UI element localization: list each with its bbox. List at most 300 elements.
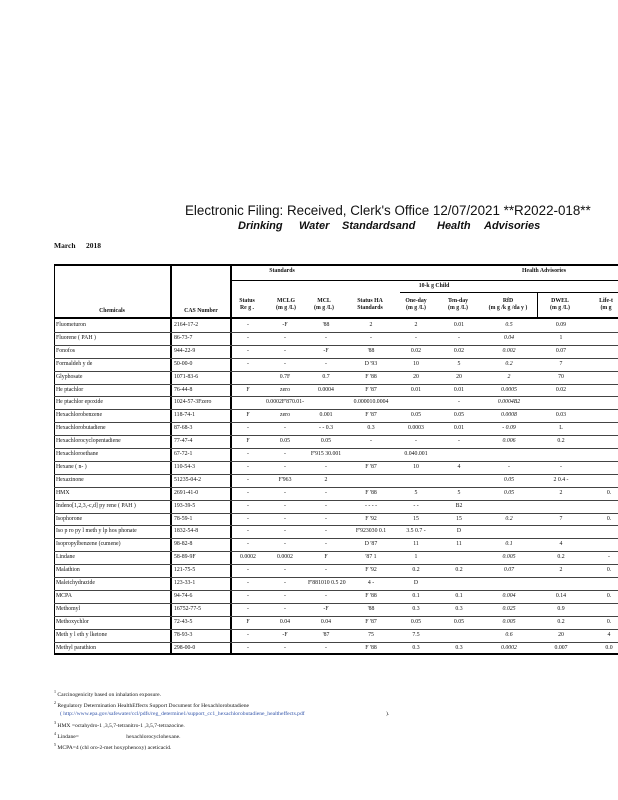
cell-mcl: -	[325, 360, 327, 367]
cell-cas: 110-54-3	[174, 463, 196, 470]
cell-mcl: -	[325, 592, 327, 599]
cell-reg: -	[247, 528, 249, 535]
cell-rfd: 0.05	[503, 489, 515, 496]
cell-one: 0.040.001	[404, 451, 428, 457]
table-bottom-border	[54, 653, 618, 655]
row-rule	[54, 474, 618, 475]
cell-cas: 67-72-1	[174, 451, 193, 457]
cell-ha: F '88	[365, 489, 377, 496]
cell-ten: 11	[456, 541, 462, 548]
cell-one: 0.2	[412, 567, 420, 574]
cell-cas: 72-43-5	[174, 618, 193, 625]
cell-ha: F'923030 0.1	[355, 528, 387, 535]
cell-mclg: -	[284, 463, 286, 470]
cell-rfd: 0.005	[502, 618, 516, 625]
header-mclg: MCLG (m g /L)	[276, 298, 296, 311]
cell-life: 0.	[606, 567, 612, 574]
cell-reg: -	[247, 631, 249, 638]
cell-reg: -	[247, 605, 249, 612]
cell-mcl: F	[324, 554, 328, 561]
cell-ha: '88	[367, 605, 375, 612]
cell-chem: HMX	[56, 489, 70, 496]
header-child: 10-k g Child	[418, 283, 450, 289]
cell-ha: D '93	[364, 360, 378, 367]
cell-dwel: 1	[559, 334, 563, 341]
cell-ten: 0.1	[455, 592, 463, 599]
cell-cas: 123-33-1	[174, 580, 196, 586]
cell-one: 0.0003	[408, 425, 424, 432]
cell-chem: Isophorone	[56, 515, 83, 522]
cell-rfd: 0.07	[503, 567, 515, 574]
cell-rfd: 0.025	[502, 605, 516, 612]
cell-dwel: 20	[558, 631, 564, 638]
header-status-ha: Status HA Standards	[357, 298, 383, 311]
cell-one: 0.02	[410, 347, 422, 354]
cell-mcl: F'881010 0.5 20	[308, 580, 346, 586]
row-rule	[54, 603, 618, 604]
cell-dwel: 0.2	[557, 554, 565, 561]
cell-chem: Isopropylbenzene (cumene)	[56, 541, 121, 548]
cell-reg: -	[247, 334, 249, 341]
cell-one: 0.3	[412, 644, 420, 651]
cell-cas: 1071-83-6	[174, 373, 199, 380]
cell-mcl: -	[325, 463, 327, 470]
cell-mclg: -	[284, 567, 286, 574]
cell-mcl: 0.7	[322, 373, 330, 380]
cell-mcl: -	[325, 515, 327, 522]
cell-rfd: 0.6	[505, 631, 513, 638]
subtitle-word: Standardsand	[342, 220, 416, 232]
cell-one: D	[413, 580, 419, 586]
cell-chem: He ptachlor	[56, 386, 84, 393]
cell-mcl: -	[325, 528, 327, 535]
column-divider	[230, 264, 232, 654]
cell-rfd: 0.2	[505, 515, 513, 522]
cell-chem: Glyphosate	[56, 373, 83, 380]
cell-mcl: 0.04	[320, 618, 332, 625]
footnote: $^5$ MCPA=4 (chl oro-2-met hoxyphenoxy) aceticacid.	[54, 742, 172, 752]
cell-ha: D '87	[364, 541, 378, 548]
cell-ten: 0.2	[455, 567, 463, 574]
cell-cas: 193-39-5	[174, 502, 196, 509]
cell-dwel: 0.14	[555, 592, 567, 599]
row-rule	[54, 564, 618, 565]
cell-chem: Fluometuron	[56, 322, 86, 328]
row-rule	[54, 345, 618, 346]
header-one-day: One-day (m g /L)	[405, 298, 427, 311]
filing-stamp: Electronic Filing: Received, Clerk's Office 12/07/2021 **R2022-018**	[185, 203, 591, 218]
header-health-advisories: Health Advisories	[522, 268, 566, 274]
subtitle-word: Water	[299, 220, 330, 232]
cell-ten: 0.05	[453, 412, 465, 419]
cell-reg: -	[247, 567, 249, 574]
cell-mclg: zero	[280, 412, 290, 419]
cell-one: 0.3	[412, 605, 420, 612]
footnotes	[54, 688, 574, 753]
cell-one: 0.05	[410, 412, 422, 419]
cell-rfd: 0.005	[502, 554, 516, 561]
cell-chem: Methoxychlor	[56, 618, 89, 625]
cell-dwel: 70	[558, 373, 564, 380]
cell-mclg: 0.7F	[279, 373, 291, 380]
cell-ten: D	[456, 528, 462, 535]
cell-cas: 16752-77-5	[174, 605, 202, 612]
cell-mclg: -	[284, 451, 286, 457]
row-rule	[54, 332, 618, 333]
cell-reg: -	[247, 515, 249, 522]
cell-cas: 118-74-1	[174, 412, 196, 419]
cell-dwel: 0.2	[557, 438, 565, 445]
cell-cas: 98-82-8	[174, 541, 193, 548]
column-divider	[170, 264, 172, 654]
row-rule	[54, 422, 618, 423]
cell-one: 7.5	[412, 631, 420, 638]
cell-one: 0.01	[410, 386, 422, 393]
cell-mclg: -	[284, 515, 286, 522]
cell-chem: Methyl parathion	[56, 644, 97, 651]
cell-cas: 78-93-3	[174, 631, 193, 638]
row-rule	[54, 590, 618, 591]
cell-mclg: -	[284, 528, 286, 535]
cell-cas: 58-89-9F	[174, 554, 196, 561]
cell-ha: 4 -	[367, 580, 375, 586]
cell-ten: 0.3	[455, 605, 463, 612]
row-rule	[54, 538, 618, 539]
cell-cas: 944-22-9	[174, 347, 196, 354]
advisory-table	[54, 264, 618, 680]
cell-dwel: 0.07	[555, 347, 567, 354]
table-top-border	[54, 264, 618, 266]
cell-ten: 0.02	[453, 347, 465, 354]
header-mcl: MCL (m g /L)	[314, 298, 334, 311]
cell-ten: 0.3	[455, 644, 463, 651]
cell-ha: F '88	[365, 644, 377, 651]
cell-mclg: -	[284, 334, 286, 341]
cell-reg: -	[247, 489, 249, 496]
cell-rfd: 0.002	[502, 347, 516, 354]
cell-one: 0.05	[410, 618, 422, 625]
cell-chem: Hexachlorocyclopentadiene	[56, 438, 121, 445]
cell-chem: Fonofos	[56, 347, 76, 354]
cell-ha: -	[370, 334, 372, 341]
cell-life: 0.	[606, 618, 612, 625]
row-rule	[54, 616, 618, 617]
subtitle-word: Advisories	[484, 220, 541, 232]
column-divider	[537, 293, 538, 317]
cell-life: 0.	[606, 515, 612, 522]
cell-mclg: -	[284, 360, 286, 367]
header-rfd: RfD (m g /k g /da y )	[488, 298, 528, 311]
cell-reg: -	[247, 425, 249, 432]
cell-dwel: 2	[559, 489, 563, 496]
cell-mcl: F'915 30.001	[310, 451, 342, 457]
cell-one: 10	[413, 463, 419, 470]
cell-mclg: 0.04	[279, 618, 291, 625]
cell-mcl: '87	[322, 631, 330, 638]
cell-one: 3.5 0.7 -	[406, 528, 426, 535]
cell-mcl: -F	[323, 605, 329, 612]
cell-rfd: 0.0004B2	[497, 399, 521, 406]
cell-mcl: -	[325, 567, 327, 574]
cell-mcl: -	[325, 502, 327, 509]
cell-one: -	[415, 334, 417, 341]
row-rule	[54, 577, 618, 578]
cell-mcl: 0.0004	[318, 386, 334, 393]
header-dwel: DWEL (m g /L)	[550, 298, 570, 311]
cell-one: -	[415, 438, 417, 445]
cell-ten: 0.05	[453, 618, 465, 625]
footnote: $^4$ Lindane= hexachlorocyclohexane.	[54, 730, 181, 740]
cell-mcl: -F	[323, 347, 329, 354]
cell-ten: 0.01	[453, 386, 465, 393]
cell-rfd: 0.1	[505, 541, 513, 548]
footnote: $^2$ Regulatory Determination HealthEffects Support Document for Hexachlorobutadiene	[54, 700, 249, 710]
cell-cas: 76-44-8	[174, 386, 193, 393]
cell-reg: F	[246, 618, 250, 625]
cell-dwel: 2 0.4 -	[553, 476, 569, 483]
cell-ten: 20	[456, 373, 462, 380]
cell-cas: 77-47-4	[174, 438, 193, 445]
date-year: 2018	[86, 241, 101, 250]
cell-chem: Indeno[1,2,3,-c,d] py rene ( PAH )	[56, 502, 136, 509]
subtitle-word: Drinking	[238, 220, 283, 232]
cell-one: 2	[414, 322, 418, 328]
row-rule	[54, 500, 618, 501]
header-rule	[400, 292, 618, 293]
cell-rfd: 0.04	[503, 334, 515, 341]
cell-mcl: -	[325, 541, 327, 548]
cell-chem: Fluorene ( PAH )	[56, 334, 96, 341]
cell-dwel: 0.03	[555, 412, 567, 419]
cell-one: 11	[413, 541, 419, 548]
cell-one: 1	[414, 554, 418, 561]
cell-cas: 298-00-0	[174, 644, 196, 651]
cell-mclg: -	[284, 502, 286, 509]
cell-rfd: 0.2	[505, 360, 513, 367]
cell-ten: -	[458, 334, 460, 341]
header-cas: CAS Number	[184, 308, 218, 314]
cell-mclg: -F	[282, 322, 288, 328]
cell-chem: Hexane ( n- )	[56, 463, 87, 470]
cell-rfd: - 0.09	[502, 425, 516, 432]
cell-rfd: 0.5	[505, 322, 513, 328]
cell-cas: 78-59-1	[174, 515, 193, 522]
cell-cas: 94-74-6	[174, 592, 193, 599]
cell-ten: 5	[457, 360, 461, 367]
cell-dwel: 7	[559, 360, 563, 367]
cell-dwel: 0.9	[557, 605, 565, 612]
cell-reg: -	[247, 644, 249, 651]
cell-mcl: '88	[322, 322, 330, 328]
cell-ha: 0.3	[367, 425, 375, 432]
cell-mcl: 2	[324, 476, 328, 483]
footnote-link[interactable]: ( http://www.epa.gov/safewater/ccl/pdfs/reg_determine1/support_cc1_hexachlorobutadiene_healtheffects.pdf	[60, 710, 305, 717]
cell-chem: Lindane	[56, 554, 75, 561]
cell-chem: Hexachlorobutadiene	[56, 425, 106, 432]
row-rule	[54, 487, 618, 488]
row-rule	[54, 435, 618, 436]
cell-cas: 2691-41-0	[174, 489, 199, 496]
row-rule	[54, 409, 618, 410]
cell-chem: Maleichydrazide	[56, 580, 95, 586]
cell-dwel: 2	[559, 567, 563, 574]
cell-reg: -	[247, 502, 249, 509]
cell-reg: F	[246, 438, 250, 445]
cell-dwel: 0.2	[557, 618, 565, 625]
cell-reg: -	[247, 451, 249, 457]
cell-ha: F '87	[365, 412, 377, 419]
cell-ten: 0.01	[453, 425, 465, 432]
footnote: $^3$ HMX =octahydro-1 ,3,5,7-tetranitro-1 ,3,5,7-tetrazocine.	[54, 719, 185, 729]
cell-reg: -	[247, 592, 249, 599]
cell-one: 0.1	[412, 592, 420, 599]
header-status-reg: Status Re g .	[239, 298, 255, 311]
cell-one: 20	[413, 373, 419, 380]
cell-reg: 0.0002	[240, 554, 256, 561]
cell-mclg: -	[284, 541, 286, 548]
cell-dwel: 0.09	[555, 322, 567, 328]
row-rule	[54, 396, 618, 397]
cell-ha: F '92	[365, 567, 377, 574]
header-ten-day: Ten-day (m g /L)	[447, 298, 469, 311]
cell-rfd: 0.0002	[501, 644, 517, 651]
cell-ha: -	[370, 438, 372, 445]
cell-life: 0.0	[605, 644, 613, 651]
header-standards: Standards	[269, 268, 295, 274]
footnote: $^1$ Carcinogenicity based on inhalation exposure.	[54, 689, 162, 698]
cell-chem: Formaldeh y de	[56, 360, 93, 367]
cell-mcl: -	[325, 644, 327, 651]
cell-ten: -	[458, 438, 460, 445]
row-rule	[54, 384, 618, 385]
cell-rfd: 0.004	[502, 592, 516, 599]
cell-cas: 1024-57-3Fzero	[174, 399, 212, 406]
cell-reg: -	[247, 347, 249, 354]
cell-ha: - - - -	[364, 502, 378, 509]
cell-ten: 0.01	[453, 322, 465, 328]
row-rule	[54, 642, 618, 643]
table-left-border	[54, 264, 55, 654]
cell-ha: F '88	[365, 592, 377, 599]
cell-ha: F '87	[365, 386, 377, 393]
cell-chem: Hexachlorobenzene	[56, 412, 103, 419]
cell-rfd: -	[508, 463, 510, 470]
cell-mclg: 0.0002	[277, 554, 293, 561]
cell-mclg: -	[284, 644, 286, 651]
cell-dwel: 0.007	[554, 644, 568, 651]
cell-reg: -	[247, 360, 249, 367]
cell-ten: 5	[457, 489, 461, 496]
cell-ha: F '87	[365, 463, 377, 470]
cell-mclg: -	[284, 347, 286, 354]
cell-ha: F '88	[365, 373, 377, 380]
cell-life: 4	[607, 631, 611, 638]
cell-mclg: -	[284, 489, 286, 496]
cell-reg: -	[247, 541, 249, 548]
cell-dwel: 7	[559, 515, 563, 522]
cell-chem: He ptachlor epoxide	[56, 399, 104, 406]
cell-ha: F '87	[365, 618, 377, 625]
cell-mcl: -	[325, 489, 327, 496]
cell-cas: 1832-54-8	[174, 528, 199, 535]
header-chemicals: Chemicals	[99, 308, 125, 314]
cell-rfd: 0.05	[503, 476, 515, 483]
cell-mcl: -	[325, 334, 327, 341]
cell-cas: 86-73-7	[174, 334, 193, 341]
cell-chem: MCPA	[56, 592, 72, 599]
cell-cas: 121-75-5	[174, 567, 196, 574]
cell-dwel: 0.02	[555, 386, 567, 393]
cell-mclg: -	[284, 605, 286, 612]
cell-mclg: -F	[282, 631, 288, 638]
cell-ha: '88	[367, 347, 375, 354]
date-month: March	[54, 241, 76, 250]
cell-ten: B2	[455, 502, 463, 509]
cell-one: 5	[414, 489, 418, 496]
cell-reg: F	[246, 386, 250, 393]
cell-chem: Meth y l eth y lketone	[56, 631, 108, 638]
cell-cas: 50-00-0	[174, 360, 193, 367]
cell-mcl: - - 0.3	[318, 425, 333, 432]
cell-dwel: L	[559, 425, 563, 432]
row-rule	[54, 358, 618, 359]
cell-dwel: -	[560, 463, 562, 470]
cell-chem: Hexachloroethane	[56, 451, 99, 457]
row-rule	[54, 525, 618, 526]
cell-mclg: 0.05	[279, 438, 291, 445]
cell-reg: -	[247, 463, 249, 470]
footnote-link-line: ( http://www.epa.gov/safewater/ccl/pdfs/reg_determine1/support_cc1_hexachlorobutadiene_healtheffects.pdf ).	[60, 710, 390, 717]
cell-ha: '87 1	[365, 554, 377, 561]
cell-cas: 51235-04-2	[174, 476, 202, 483]
cell-life: 0.	[606, 489, 612, 496]
cell-ten: -	[458, 399, 460, 406]
cell-mcl: 0.05	[320, 438, 332, 445]
cell-rfd: 0.0005	[501, 386, 517, 393]
cell-mclg: zero	[280, 386, 290, 393]
row-rule	[54, 461, 618, 462]
cell-mcl: 0.001	[319, 412, 333, 419]
cell-cas: 2164-17-2	[174, 322, 199, 328]
row-rule	[54, 551, 618, 552]
cell-one: 10	[413, 360, 419, 367]
cell-chem: Hexazinone	[56, 476, 84, 483]
header-rule	[230, 280, 618, 281]
cell-reg: -	[247, 580, 249, 586]
cell-mclg: 0.0002F'870.01-	[265, 399, 305, 406]
cell-ha: 0.000010.0004	[353, 399, 389, 406]
cell-one: - -	[413, 502, 419, 509]
cell-life: -	[608, 554, 610, 561]
cell-ha: 75	[368, 631, 374, 638]
cell-dwel: 4	[559, 541, 563, 548]
row-rule	[54, 629, 618, 630]
cell-chem: Malathion	[56, 567, 80, 574]
cell-rfd: 0.006	[502, 438, 516, 445]
header-bottom-border	[54, 317, 618, 319]
cell-rfd: 2	[507, 373, 511, 380]
cell-reg: -	[247, 476, 249, 483]
cell-ha: 2	[369, 322, 373, 328]
cell-mclg: -	[284, 425, 286, 432]
row-rule	[54, 513, 618, 514]
cell-rfd: 0.0008	[501, 412, 517, 419]
cell-life: 0.	[606, 592, 612, 599]
cell-chem: Iso p ro py l meth y lp hos phonate	[56, 528, 137, 535]
subtitle-word: Health	[437, 220, 471, 232]
cell-mclg: F'963	[278, 476, 292, 483]
row-rule	[54, 371, 618, 372]
